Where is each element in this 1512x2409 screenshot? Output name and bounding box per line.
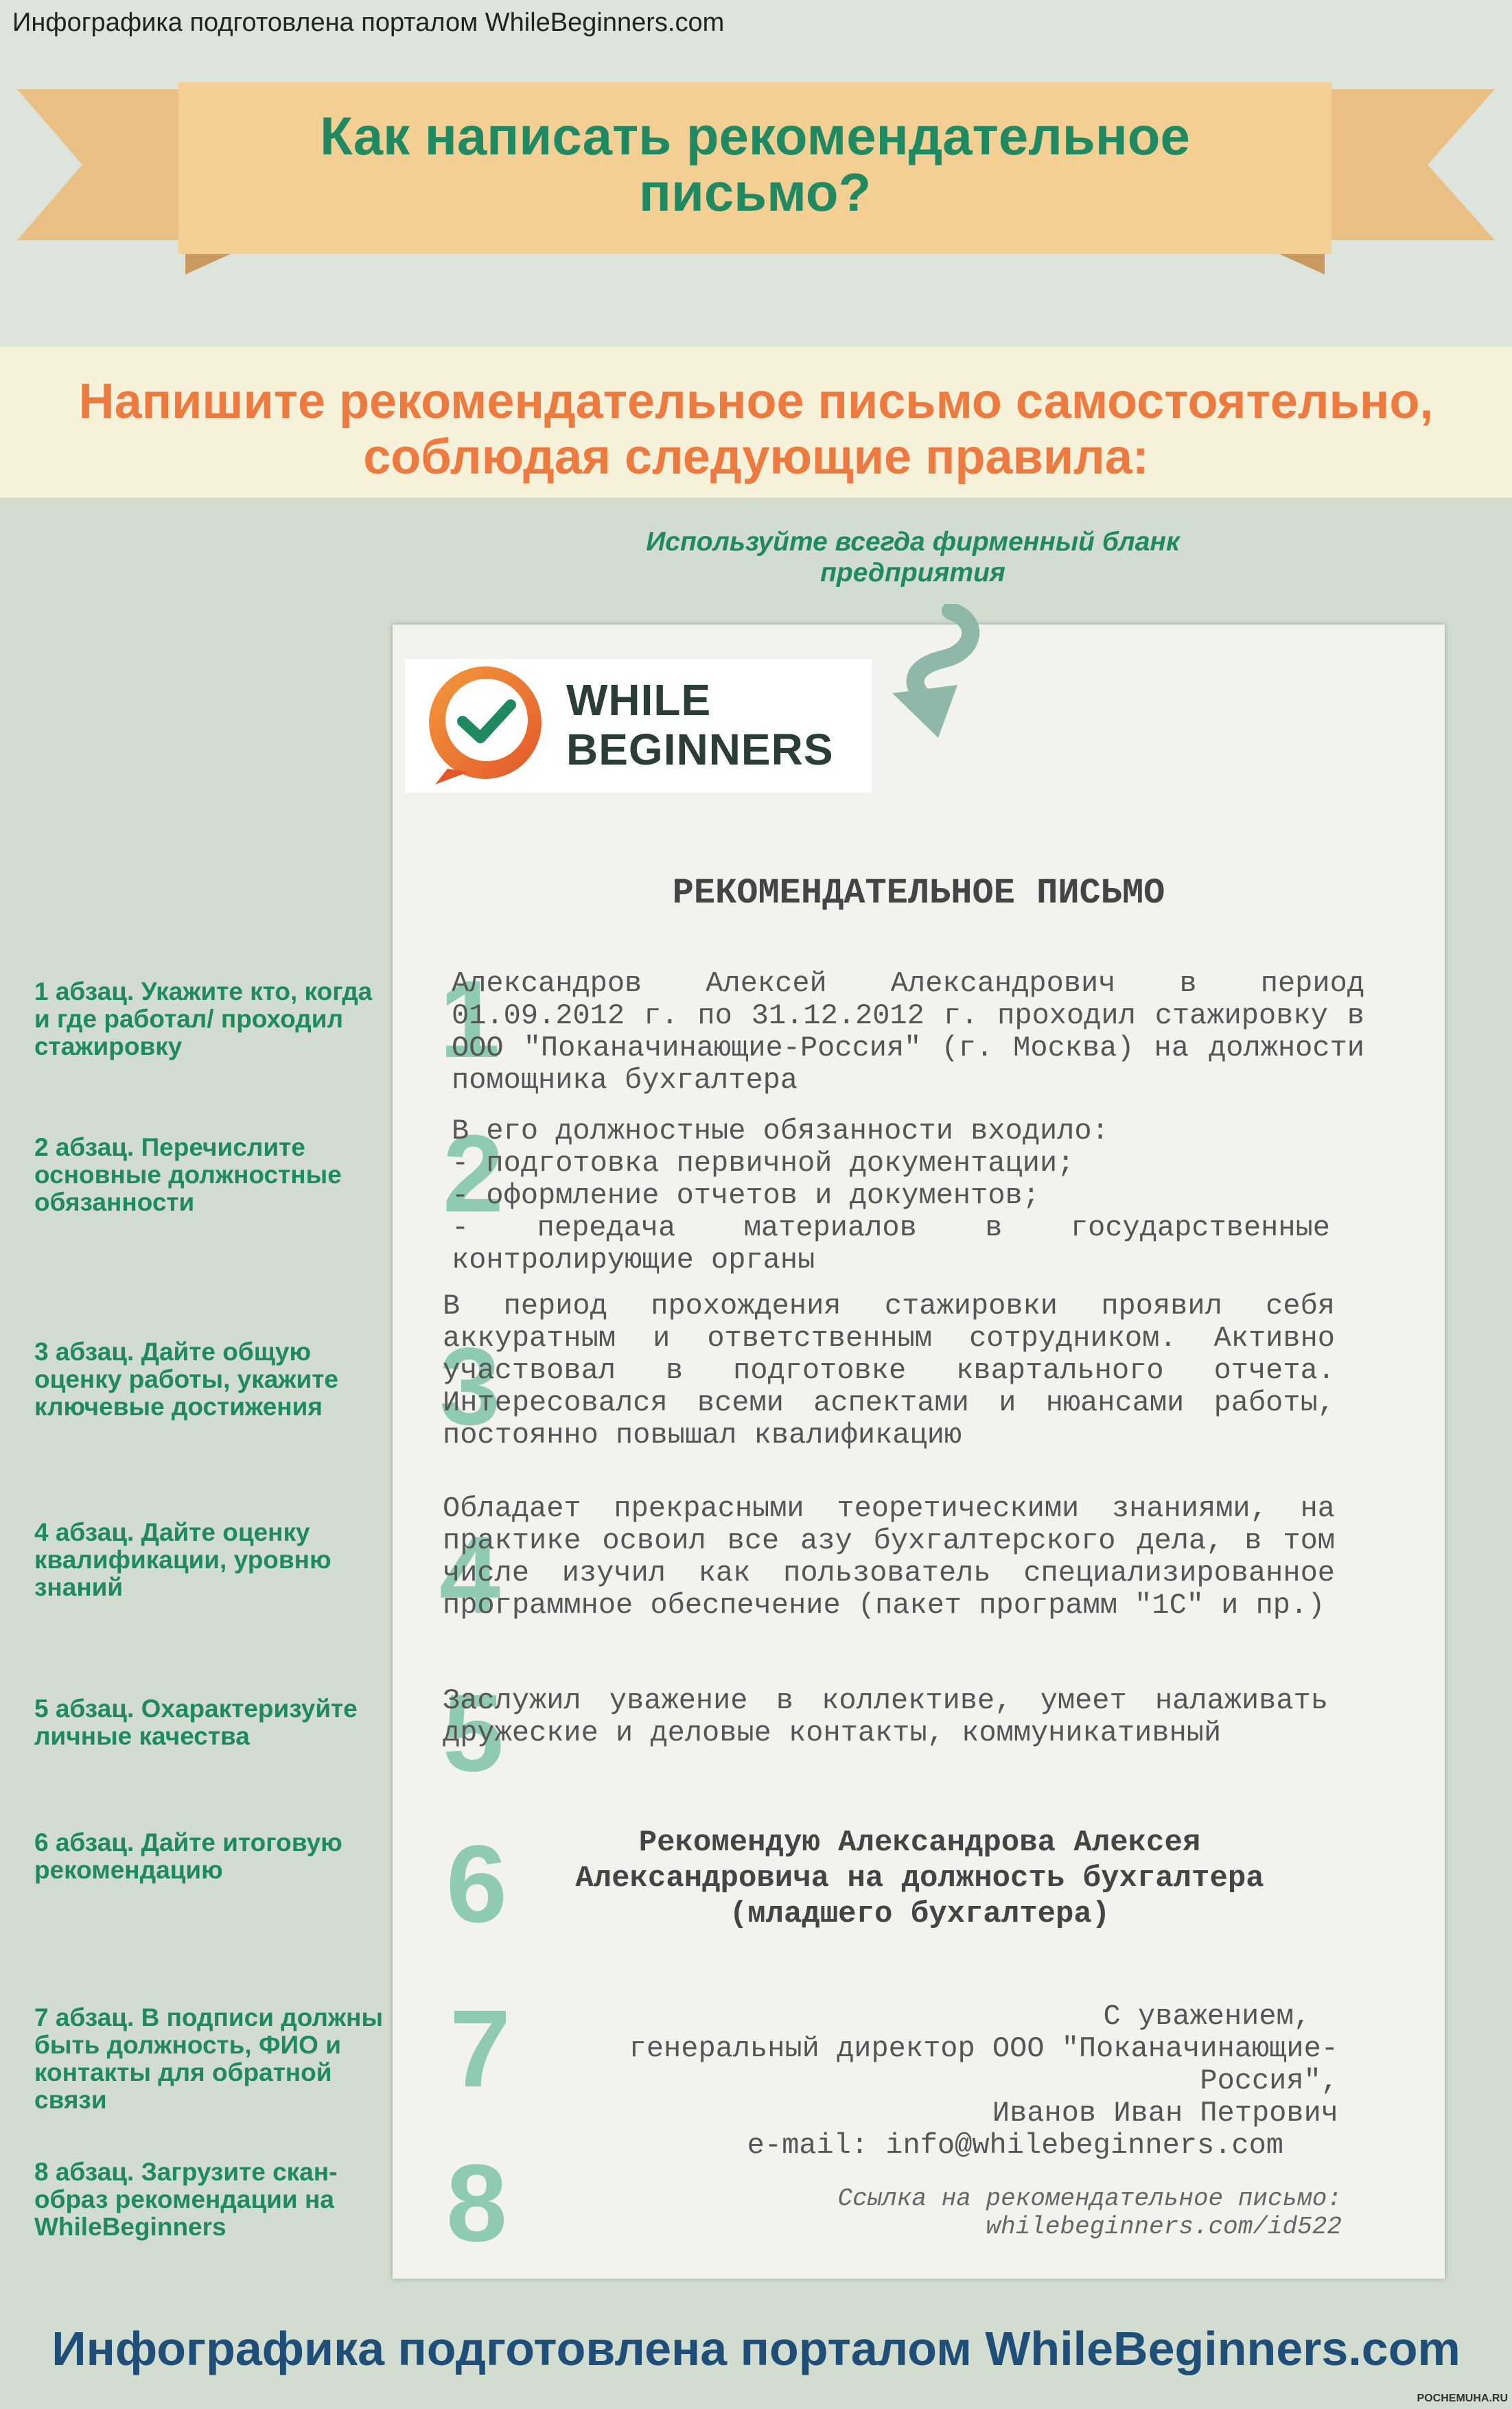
signature-position: генеральный директор ООО "Поканачинающие-	[629, 2032, 1338, 2066]
signature-regards: С уважением,	[1103, 2000, 1311, 2033]
recommendation-line-3: (младшего бухгалтера)	[729, 1896, 1110, 1931]
side-label-5: 5 абзац. Охарактеризуйте личные качества	[34, 1695, 358, 1750]
duty-item: - оформление отчетов и документов;	[452, 1179, 1040, 1213]
side-label-3: 3 абзац. Дайте общую оценку работы, укажите ключевые достижения	[34, 1338, 338, 1421]
duty-item: - подготовка первичной документации;	[452, 1147, 1075, 1180]
recommendation-line-2: Александровича на должность бухгалтера	[575, 1861, 1264, 1896]
duty-item: - передача материалов в государственные контролирующие органы	[452, 1211, 1330, 1277]
callout-line-2: предприятия	[820, 557, 1005, 587]
paragraph-number-3: 3	[439, 1325, 500, 1447]
checkmark-logo-icon	[420, 662, 550, 789]
subtitle	[27, 374, 1485, 485]
logo-word-2: BEGINNERS	[566, 724, 834, 774]
letter-link-note	[686, 2185, 1342, 2242]
paragraph-number-5: 5	[443, 1671, 504, 1794]
letter-paragraph-4: Обладает прекрасными теоретическими знаниями, на практике освоил все азу бухгалтерского дела, в том числе изучил как пользователь специализированное программное обеспечение (пакет программ "1С" и пр.)	[443, 1492, 1335, 1622]
subtitle-line-2: соблюдая следующие правила:	[363, 429, 1149, 485]
main-title	[185, 108, 1325, 221]
watermark: POCHEMUHA.RU	[1417, 2393, 1508, 2404]
side-label-1: 1 абзац. Укажите кто, когда и где работал/ проходил стажировку	[34, 977, 373, 1060]
signature-name: Иванов Иван Петрович	[992, 2097, 1338, 2130]
link-caption: Ссылка на рекомендательное письмо:	[837, 2185, 1342, 2213]
paragraph-number-2: 2	[443, 1112, 504, 1235]
letter-paragraph-2	[452, 1115, 1330, 1277]
subtitle-line-1: Напишите рекомендательное письмо самостоятельно,	[78, 374, 1434, 429]
top-credit: Инфографика подготовлена порталом WhileBeginners.com	[12, 8, 725, 37]
side-label-7: 7 абзац. В подписи должны быть должность, ФИО и контакты для обратной связи	[34, 2003, 384, 2114]
recommendation-line-1: Рекомендую Александрова Алексея	[638, 1826, 1201, 1860]
side-label-2: 2 абзац. Перечислите основные должностные обязанности	[34, 1133, 342, 1216]
letter-paragraph-1: Александров Алексей Александрович в период 01.09.2012 г. по 31.12.2012 г. проходил стажировку в ООО "Поканачинающие-Россия" (г. Москва) на должности помощника бухгалтера	[452, 967, 1364, 1097]
signature-email: e-mail: info@whilebeginners.com	[747, 2129, 1283, 2163]
paragraph-number-4: 4	[439, 1513, 500, 1636]
duties-intro: В его должностные обязанности входило:	[452, 1115, 1109, 1148]
paragraph-number-7: 7	[450, 1987, 511, 2110]
title-line-2: письмо?	[638, 161, 872, 222]
logo-wordmark	[566, 676, 834, 774]
bottom-credit: Инфографика подготовлена порталом WhileBeginners.com	[51, 2322, 1461, 2375]
callout-line-1: Используйте всегда фирменный бланк	[646, 527, 1180, 557]
title-line-1: Как написать рекомендательное	[320, 106, 1190, 166]
letter-paragraph-3: В период прохождения стажировки проявил себя аккуратным и ответственным сотрудником. Активно участвовал в подготовке квартального отчета. Интересовался всеми аспектами и нюансами работы, постоянно повышал квалификацию	[443, 1290, 1335, 1452]
logo-word-1: WHILE	[566, 675, 712, 725]
paragraph-number-1: 1	[439, 957, 500, 1080]
paragraph-number-6: 6	[446, 1822, 507, 1945]
letterhead-callout	[604, 527, 1222, 589]
letter-paragraph-6	[480, 1826, 1359, 1933]
letter-signature	[535, 2001, 1338, 2162]
curved-arrow-icon	[861, 604, 999, 741]
letter-heading: РЕКОМЕНДАТЕЛЬНОЕ ПИСЬМО	[672, 873, 1165, 913]
side-label-4: 4 абзац. Дайте оценку квалификации, уровню знаний	[34, 1518, 332, 1601]
signature-company: Россия",	[1200, 2064, 1338, 2098]
letter-link: whilebeginners.com/id522	[986, 2213, 1342, 2242]
side-label-8: 8 абзац. Загрузите скан-образ рекомендации на WhileBeginners	[34, 2158, 338, 2241]
side-label-6: 6 абзац. Дайте итоговую рекомендацию	[34, 1828, 342, 1884]
letter-paragraph-5: Заслужил уважение в коллективе, умеет налаживать дружеские и деловые контакты, коммуникативный	[443, 1684, 1328, 1750]
paragraph-number-8: 8	[446, 2141, 507, 2264]
